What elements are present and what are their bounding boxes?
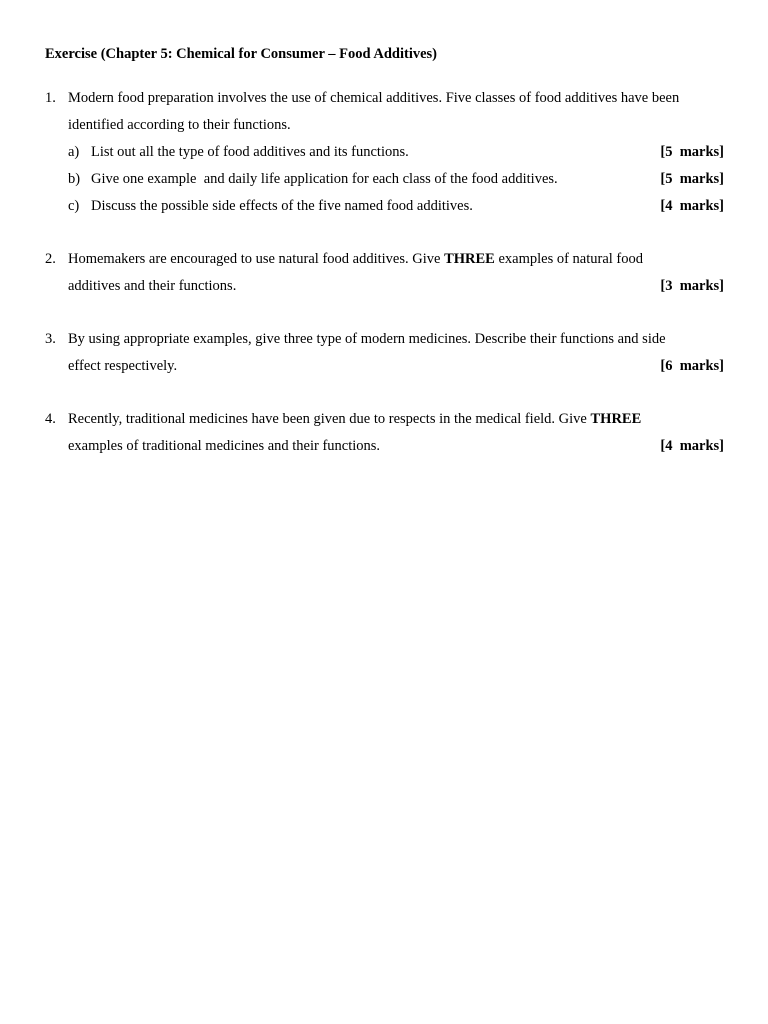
subquestion-b xyxy=(68,166,724,193)
question-line xyxy=(68,112,724,139)
marks-label: [5 marks] xyxy=(660,171,724,187)
subquestion-letter: c) xyxy=(68,198,80,214)
subquestion-letter: b) xyxy=(68,171,81,187)
question-1 xyxy=(45,85,724,220)
question-line xyxy=(68,85,724,112)
question-text: additives and their functions. xyxy=(68,278,237,294)
emphasis-three: THREE xyxy=(444,251,495,267)
emphasis-three: THREE xyxy=(590,411,642,427)
question-line xyxy=(68,273,724,300)
subquestion-c xyxy=(68,193,724,220)
question-text xyxy=(68,246,643,273)
question-4 xyxy=(45,406,724,460)
marks-label: [3 marks] xyxy=(660,278,724,294)
exercise-title: Exercise (Chapter 5: Chemical for Consumer – Food Additives) xyxy=(45,46,438,62)
question-text-part: Recently, traditional medicines have been given due to respects in the medical field. Give xyxy=(68,411,591,427)
question-number: 4. xyxy=(45,411,56,427)
marks-label: [4 marks] xyxy=(660,438,724,454)
question-text: Modern food preparation involves the use of chemical additives. Five classes of food additives have been xyxy=(68,90,680,106)
question-line xyxy=(68,326,724,353)
question-line xyxy=(68,406,724,433)
exercise-page xyxy=(45,44,724,486)
question-text-part: Homemakers are encouraged to use natural food additives. Give xyxy=(68,251,445,267)
question-text: examples of traditional medicines and their functions. xyxy=(68,438,381,454)
question-text-part: examples of natural food xyxy=(494,251,643,267)
question-text xyxy=(68,406,641,433)
question-3 xyxy=(45,326,724,380)
question-number: 1. xyxy=(45,90,56,106)
marks-label: [6 marks] xyxy=(660,358,724,374)
question-number: 3. xyxy=(45,331,56,347)
subquestion-a xyxy=(68,139,724,166)
subquestion-letter: a) xyxy=(68,144,80,160)
question-line xyxy=(68,433,724,460)
question-text: identified according to their functions. xyxy=(68,117,291,133)
question-line xyxy=(68,246,724,273)
question-number: 2. xyxy=(45,251,56,267)
marks-label: [5 marks] xyxy=(660,144,724,160)
subquestion-text: Discuss the possible side effects of the five named food additives. xyxy=(91,198,473,214)
question-line xyxy=(68,353,724,380)
question-2 xyxy=(45,246,724,300)
subquestion-text: Give one example and daily life application for each class of the food additives. xyxy=(91,171,558,187)
marks-label: [4 marks] xyxy=(660,198,724,214)
subquestion-text: List out all the type of food additives and its functions. xyxy=(91,144,409,160)
question-text: effect respectively. xyxy=(68,358,178,374)
question-text: By using appropriate examples, give three type of modern medicines. Describe their functions and side xyxy=(68,331,666,347)
